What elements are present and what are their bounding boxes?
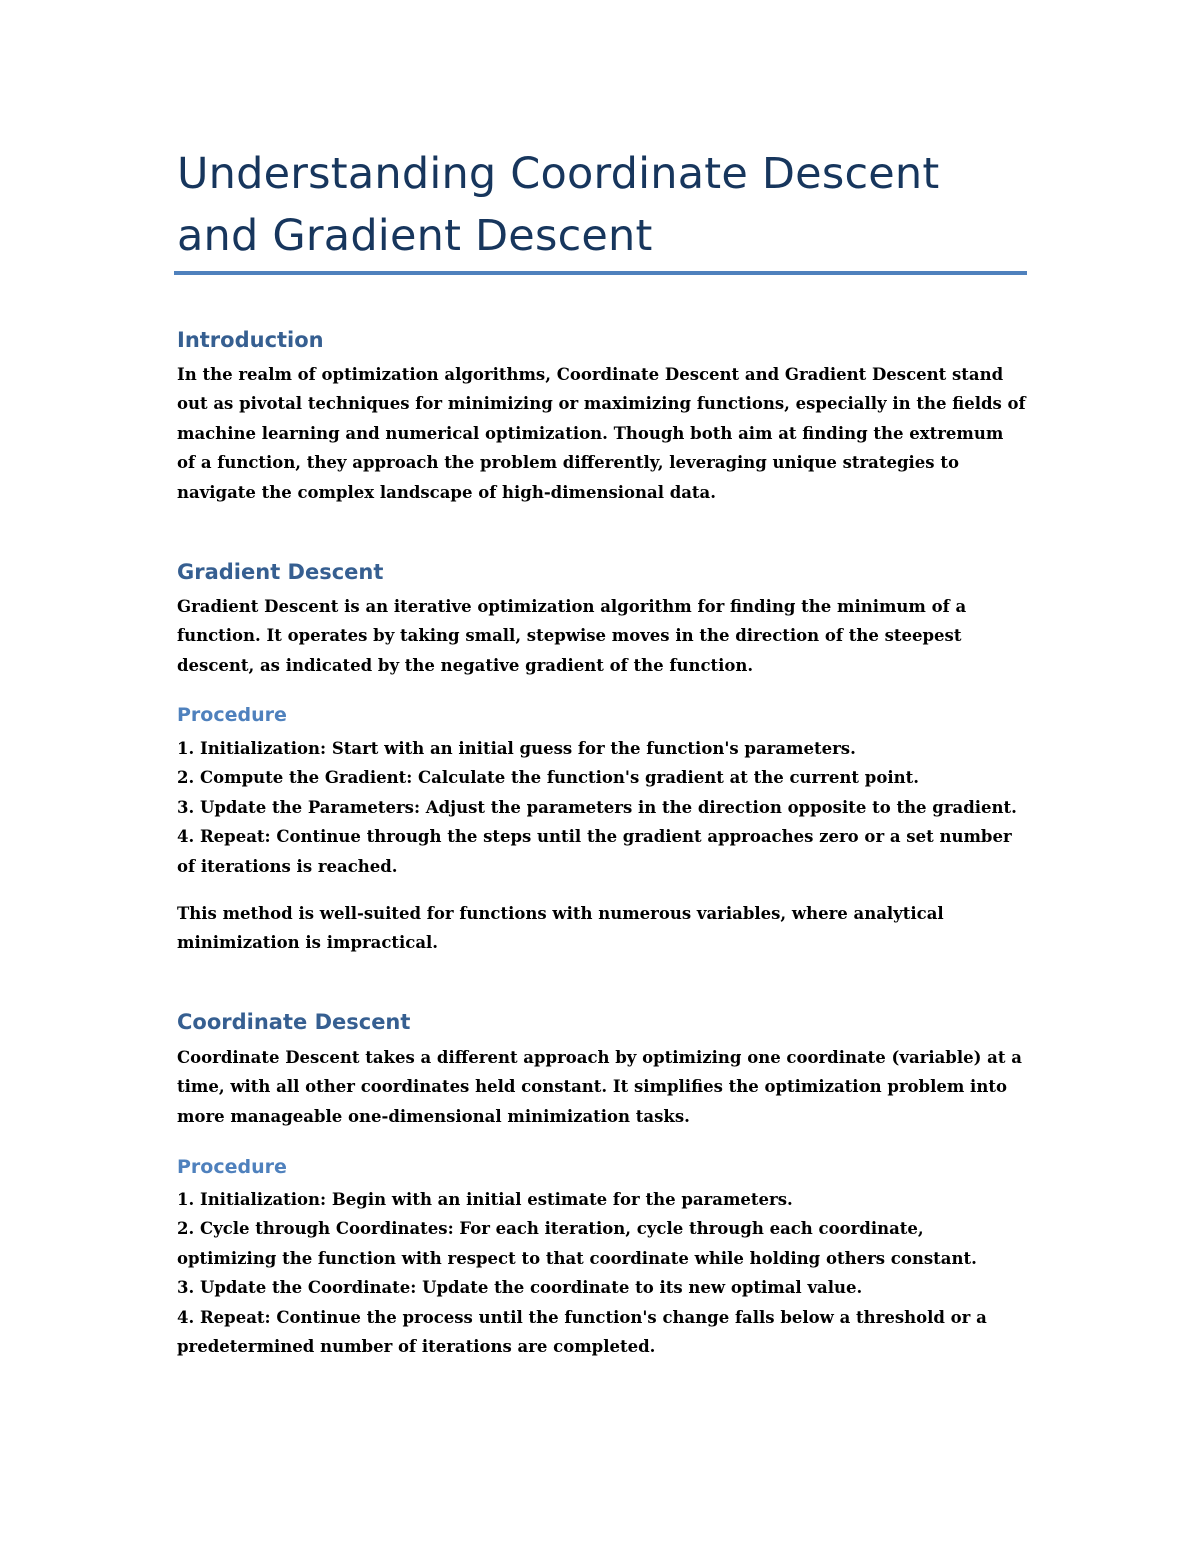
list-item: 2. Cycle through Coordinates: For each iteration, cycle through each coordinate, optimizing the function with respect to that coordinate while holding others constant.: [177, 1219, 977, 1268]
heading-gradient-procedure: Procedure: [177, 704, 287, 726]
gradient-descent-paragraph: Gradient Descent is an iterative optimization algorithm for finding the minimum of a function. It operates by taking small, stepwise moves in the direction of the steepest descent, as indicated by the negative gradient of the function.: [177, 597, 967, 675]
heading-coordinate-procedure: Procedure: [177, 1156, 287, 1178]
gradient-procedure-list: [177, 734, 1027, 881]
coordinate-descent-paragraph: Coordinate Descent takes a different approach by optimizing one coordinate (variable) at a time, with all other coordinates held constant. It simplifies the optimization problem into more manageable one-dimensional minimization tasks.: [177, 1048, 1022, 1126]
introduction-paragraph: In the realm of optimization algorithms, Coordinate Descent and Gradient Descent stand out as pivotal techniques for minimizing or maximizing functions, especially in the fields of machine learning and numerical optimization. Though both aim at finding the extremum of a function, they approach the problem differently, leveraging unique strategies to navigate the complex landscape of high-dimensional data.: [177, 365, 1026, 502]
gradient-descent-closing: This method is well-suited for functions with numerous variables, where analytical minimization is impractical.: [177, 904, 944, 953]
list-item: 3. Update the Parameters: Adjust the parameters in the direction opposite to the gradient.: [177, 797, 1017, 817]
heading-coordinate-descent: Coordinate Descent: [177, 1010, 411, 1034]
document-title: Understanding Coordinate Descent and Gradient Descent: [177, 149, 940, 261]
list-item: 3. Update the Coordinate: Update the coordinate to its new optimal value.: [177, 1278, 863, 1298]
title-underline: [174, 271, 1027, 275]
list-item: 2. Compute the Gradient: Calculate the function's gradient at the current point.: [177, 768, 919, 788]
list-item: 1. Initialization: Start with an initial guess for the function's parameters.: [177, 739, 856, 758]
list-item: 1. Initialization: Begin with an initial estimate for the parameters.: [177, 1190, 793, 1209]
coordinate-procedure-list: [177, 1185, 1027, 1361]
heading-gradient-descent: Gradient Descent: [177, 560, 384, 584]
heading-introduction: Introduction: [177, 328, 324, 352]
list-item: 4. Repeat: Continue through the steps until the gradient approaches zero or a set number of iterations is reached.: [177, 827, 1012, 876]
list-item: 4. Repeat: Continue the process until the function's change falls below a threshold or a predetermined number of iterations are completed.: [177, 1307, 987, 1357]
